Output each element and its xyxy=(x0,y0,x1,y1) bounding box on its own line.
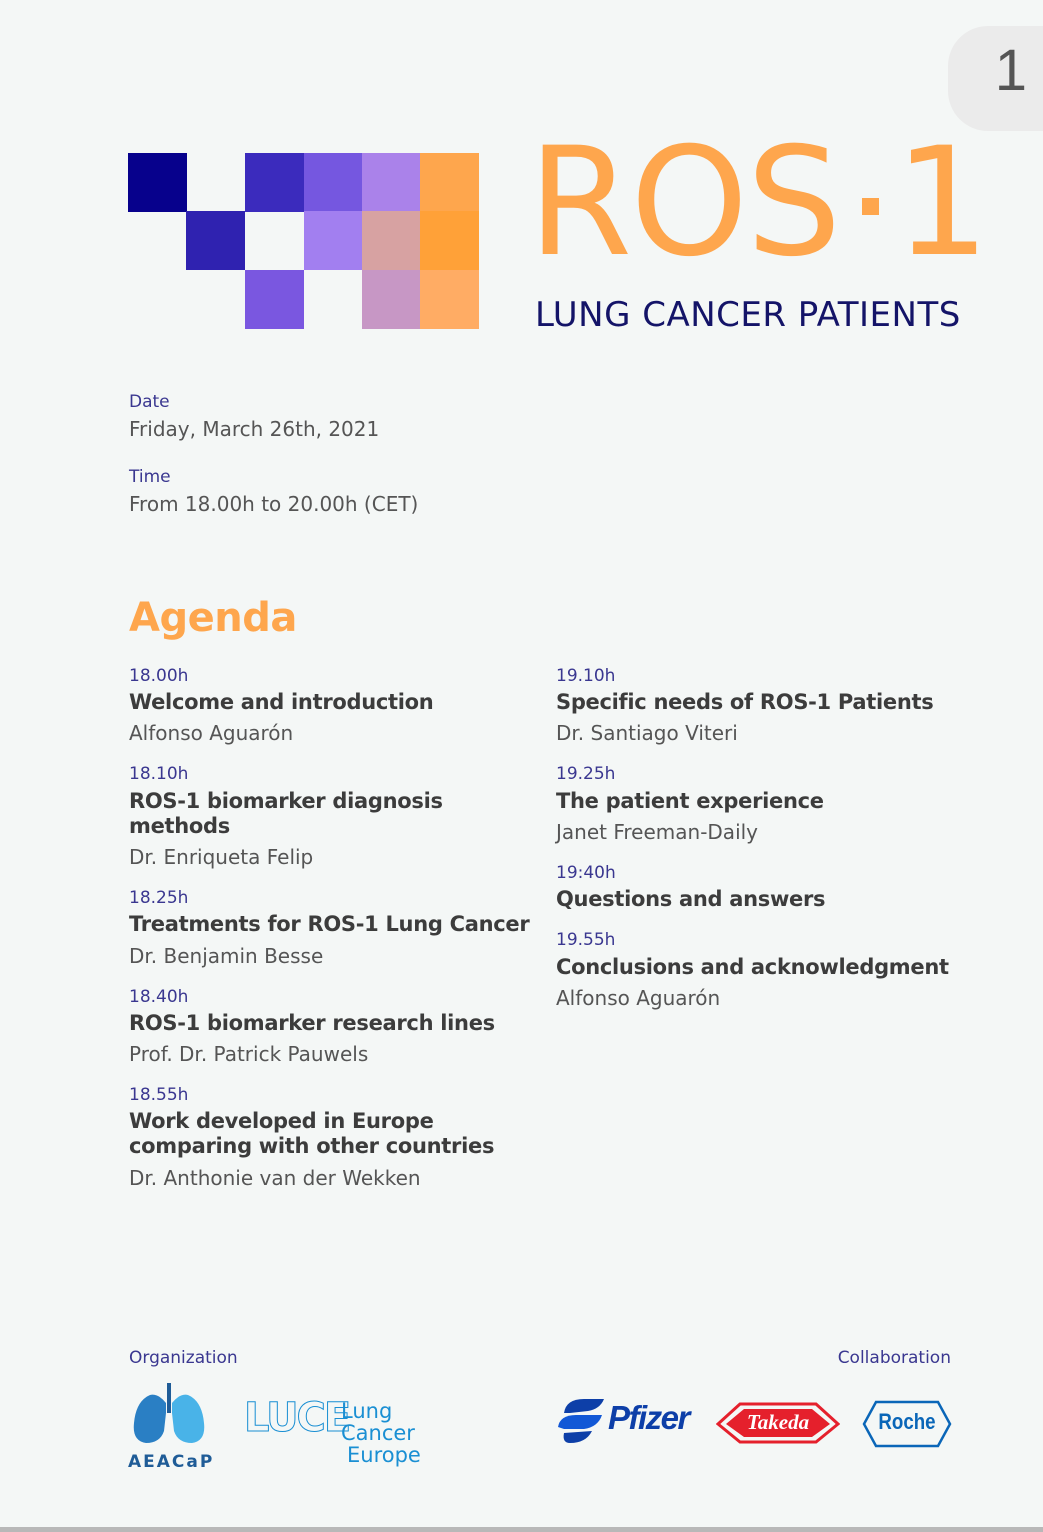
agenda-session-title: Work developed in Europe comparing with other countries xyxy=(129,1109,495,1159)
time-label: Time xyxy=(129,467,171,487)
collaboration-label: Collaboration xyxy=(837,1348,951,1368)
agenda-item xyxy=(556,930,976,1010)
brand-subtitle: LUNG CANCER PATIENTS xyxy=(535,295,961,335)
agenda-item xyxy=(129,1085,549,1191)
pfizer-wordmark: Pfizer xyxy=(608,1399,689,1436)
agenda-item xyxy=(129,987,549,1067)
agenda-session-title: Welcome and introduction xyxy=(129,690,434,715)
mosaic-square xyxy=(304,211,363,270)
brand-title xyxy=(528,116,988,290)
brand-title-number: 1 xyxy=(894,116,988,290)
roche-logo xyxy=(862,1399,952,1449)
agenda-time: 19:40h xyxy=(556,862,616,883)
date-block xyxy=(129,392,379,442)
mosaic-square xyxy=(362,211,421,270)
pfizer-logo xyxy=(556,1393,692,1449)
mosaic-square xyxy=(420,211,479,270)
ros1-mosaic-logo xyxy=(128,153,479,329)
pfizer-pill-icon xyxy=(556,1393,608,1447)
brand-title-ros: ROS xyxy=(528,116,840,290)
mosaic-square xyxy=(362,270,421,329)
aeacap-logo xyxy=(128,1383,215,1472)
mosaic-square xyxy=(128,153,187,212)
agenda-session-title: ROS-1 biomarker research lines xyxy=(129,1010,495,1035)
agenda-session-title: Specific needs of ROS-1 Patients xyxy=(556,690,934,715)
agenda-session-title: The patient experience xyxy=(556,788,824,813)
time-block xyxy=(129,467,418,517)
agenda-time: 19.10h xyxy=(556,666,616,686)
agenda-left-column xyxy=(129,666,549,1209)
agenda-time: 18.25h xyxy=(129,888,189,909)
agenda-speaker: Dr. Enriqueta Felip xyxy=(129,845,314,870)
mosaic-square xyxy=(245,153,304,212)
agenda-speaker: Alfonso Aguarón xyxy=(556,985,721,1010)
bottom-divider xyxy=(0,1527,1043,1532)
agenda-session-title: Treatments for ROS-1 Lung Cancer xyxy=(129,912,530,937)
mosaic-square xyxy=(186,211,245,270)
aeacap-wordmark: AEACaP xyxy=(128,1452,215,1472)
luce-name xyxy=(341,1400,459,1466)
lungs-icon xyxy=(128,1383,210,1447)
agenda-speaker: Dr. Santiago Viteri xyxy=(556,721,738,746)
luce-mark: LUCE xyxy=(244,1395,350,1441)
takeda-wordmark: Takeda xyxy=(746,1410,810,1434)
brand-title-dot xyxy=(862,198,879,215)
agenda-speaker: Dr. Benjamin Besse xyxy=(129,943,324,968)
luce-logo xyxy=(244,1395,459,1468)
agenda-item xyxy=(129,764,549,870)
agenda-right-column xyxy=(556,666,976,1029)
agenda-speaker: Prof. Dr. Patrick Pauwels xyxy=(129,1041,369,1066)
agenda-session-title: ROS-1 biomarker diagnosis methods xyxy=(129,788,443,838)
agenda-item xyxy=(556,863,976,912)
agenda-session-title: Conclusions and acknowledgment xyxy=(556,954,949,979)
agenda-time: 19.25h xyxy=(556,764,616,785)
page-number: 1 xyxy=(994,38,1027,103)
organization-label: Organization xyxy=(129,1348,238,1368)
agenda-time: 18.10h xyxy=(129,764,189,785)
luce-line-1: Lung Cancer xyxy=(341,1399,415,1446)
agenda-session-title: Questions and answers xyxy=(556,887,826,912)
agenda-title: Agenda xyxy=(129,595,297,641)
takeda-logo xyxy=(716,1400,840,1446)
agenda-item xyxy=(556,764,976,844)
agenda-time: 18.00h xyxy=(129,666,189,686)
agenda-time: 18.55h xyxy=(129,1084,189,1105)
mosaic-square xyxy=(304,153,363,212)
agenda-speaker: Janet Freeman-Daily xyxy=(556,819,759,844)
date-label: Date xyxy=(129,392,170,412)
mosaic-square xyxy=(420,153,479,212)
agenda-item xyxy=(129,888,549,968)
roche-wordmark: Roche xyxy=(878,1409,936,1434)
agenda-item xyxy=(129,666,549,746)
date-value: Friday, March 26th, 2021 xyxy=(129,417,380,442)
luce-line-2: Europe xyxy=(347,1443,421,1468)
agenda-speaker: Dr. Anthonie van der Wekken xyxy=(129,1165,421,1190)
agenda-item xyxy=(556,666,976,746)
agenda-time: 19.55h xyxy=(556,930,616,951)
time-value: From 18.00h to 20.00h (CET) xyxy=(129,492,419,517)
mosaic-square xyxy=(420,270,479,329)
agenda-time: 18.40h xyxy=(129,986,189,1007)
mosaic-square xyxy=(245,270,304,329)
mosaic-square xyxy=(362,153,421,212)
agenda-speaker: Alfonso Aguarón xyxy=(129,721,294,746)
